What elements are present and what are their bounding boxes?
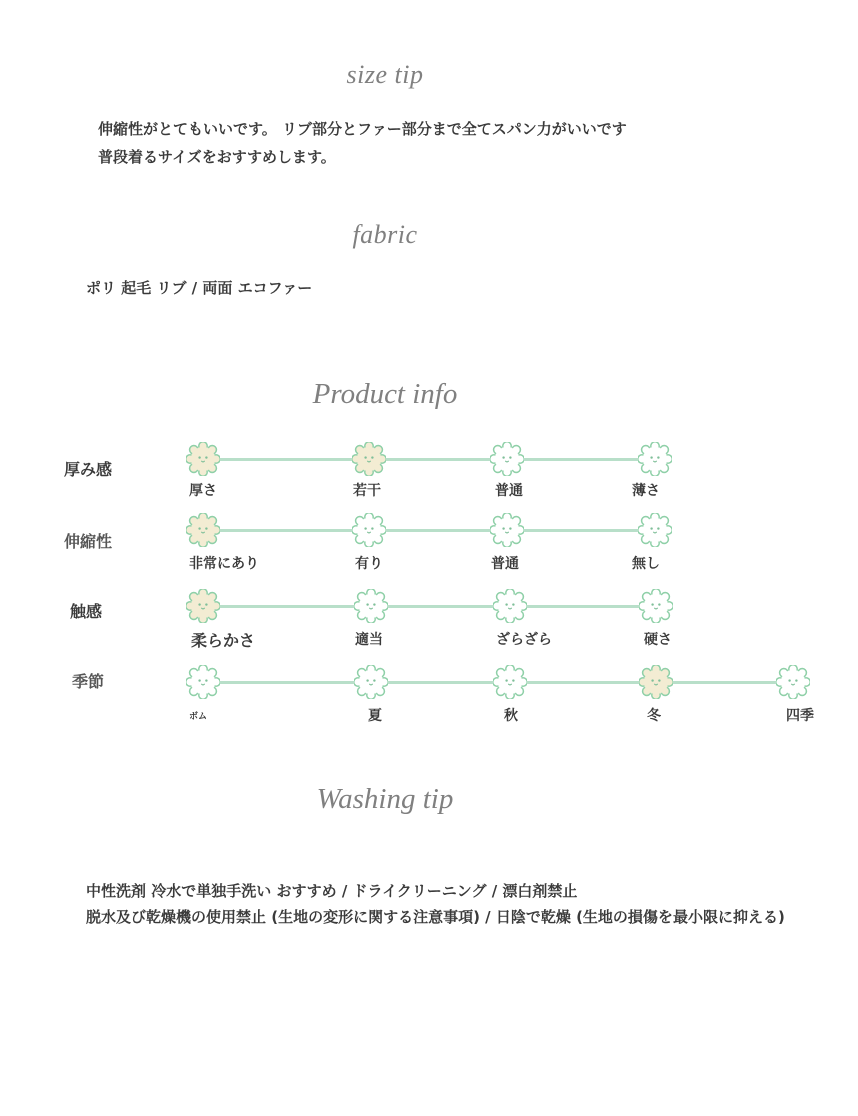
- washing-tip-heading: Washing tip: [316, 783, 454, 815]
- option-label: 若干: [353, 483, 381, 499]
- option-label: ボム: [189, 712, 208, 722]
- option-label: 厚さ: [189, 483, 217, 499]
- row-label-touch: 触感: [70, 602, 103, 621]
- flower-face-icon: [638, 442, 672, 476]
- size-tip-text: [98, 115, 627, 171]
- flower-face-icon: [493, 589, 527, 623]
- flower-face-icon: [776, 665, 810, 699]
- option-label: 四季: [786, 708, 814, 724]
- flower-face-icon: [186, 589, 220, 623]
- fabric-heading: fabric: [352, 220, 418, 249]
- option-label: 有り: [355, 556, 383, 572]
- product-info-heading: Product info: [312, 378, 458, 410]
- option-label: 普通: [495, 483, 523, 499]
- option-label: 夏: [368, 708, 382, 724]
- flower-face-icon: [354, 665, 388, 699]
- size-tip-line-1: 伸縮性がとてもいいです。 リブ部分とファー部分まで全てスパン力がいいです: [98, 120, 627, 138]
- flower-face-icon: [490, 442, 524, 476]
- row-label-thickness: 厚み感: [64, 460, 113, 479]
- option-label: 適当: [355, 632, 383, 648]
- option-label: 無し: [632, 556, 660, 572]
- row-label-stretch: 伸縮性: [64, 532, 113, 551]
- option-label: 冬: [647, 708, 661, 724]
- flower-face-icon: [493, 665, 527, 699]
- option-label: 柔らかさ: [191, 631, 256, 650]
- thickness-track: [203, 458, 655, 461]
- washing-tip-line-1: 中性洗剤 冷水で単独手洗い おすすめ / ドライクリーニング / 漂白剤禁止: [86, 882, 578, 900]
- option-label: 硬さ: [644, 632, 672, 648]
- size-tip-line-2: 普段着るサイズをおすすめします。: [98, 148, 336, 166]
- washing-tip-text: [86, 878, 785, 930]
- flower-face-icon: [352, 513, 386, 547]
- flower-face-icon: [186, 513, 220, 547]
- flower-face-icon: [186, 442, 220, 476]
- size-tip-heading: size tip: [346, 60, 424, 89]
- flower-face-icon: [639, 665, 673, 699]
- flower-face-icon: [186, 665, 220, 699]
- option-label: 非常にあり: [189, 556, 259, 572]
- flower-face-icon: [490, 513, 524, 547]
- option-label: 薄さ: [632, 483, 660, 499]
- option-label: 秋: [504, 708, 518, 724]
- option-label: ざらざら: [496, 632, 552, 648]
- option-label: 普通: [491, 556, 519, 572]
- touch-track: [203, 605, 655, 608]
- flower-face-icon: [354, 589, 388, 623]
- washing-tip-line-2: 脱水及び乾燥機の使用禁止 (生地の変形に関する注意事項) / 日陰で乾燥 (生地の損傷を最小限に抑える): [86, 908, 785, 926]
- row-label-season: 季節: [72, 672, 105, 691]
- stretch-track: [203, 529, 655, 532]
- flower-face-icon: [352, 442, 386, 476]
- fabric-text: ポリ 起毛 リブ / 両面 エコファー: [86, 279, 313, 297]
- flower-face-icon: [639, 589, 673, 623]
- flower-face-icon: [638, 513, 672, 547]
